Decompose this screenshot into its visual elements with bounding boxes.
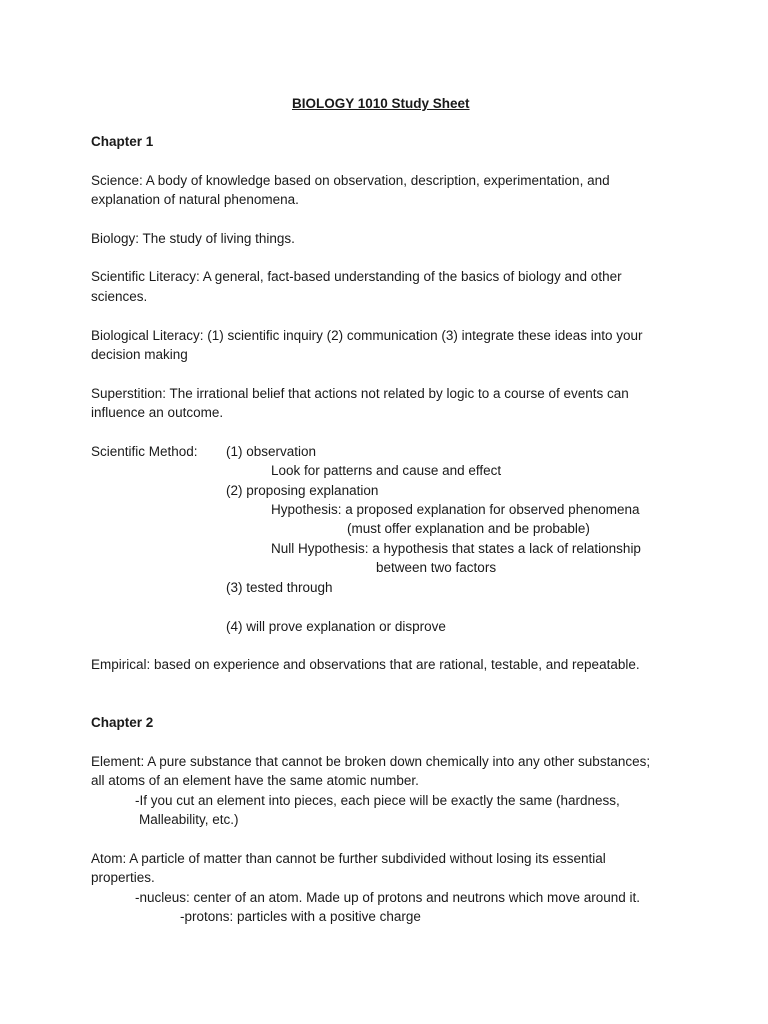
biological-literacy-line-1: Biological Literacy: (1) scientific inquiry (2) communication (3) integrate these ideas into your — [91, 328, 643, 343]
method-step-3: (3) tested through — [226, 580, 333, 595]
superstition-line-2: influence an outcome. — [91, 405, 224, 420]
nucleus-definition: -nucleus: center of an atom. Made up of protons and neutrons which move around it. — [135, 890, 641, 905]
empirical-definition: Empirical: based on experience and observations that are rational, testable, and repeatable. — [91, 657, 640, 672]
scientific-literacy-line-2: sciences. — [91, 289, 148, 304]
biology-definition: Biology: The study of living things. — [91, 231, 295, 246]
element-note-line-1: -If you cut an element into pieces, each piece will be exactly the same (hardness, — [135, 793, 620, 808]
atom-definition-line-1: Atom: A particle of matter than cannot be further subdivided without losing its essential — [91, 851, 606, 866]
biological-literacy-line-2: decision making — [91, 347, 188, 362]
element-definition-line-2: all atoms of an element have the same atomic number. — [91, 773, 419, 788]
chapter-1-heading: Chapter 1 — [91, 134, 154, 149]
hypothesis-definition: Hypothesis: a proposed explanation for observed phenomena — [271, 502, 640, 517]
protons-definition: -protons: particles with a positive charge — [180, 909, 421, 924]
document-title: BIOLOGY 1010 Study Sheet — [292, 96, 470, 111]
element-note-line-2: Malleability, etc.) — [139, 812, 239, 827]
method-step-4: (4) will prove explanation or disprove — [226, 619, 446, 634]
method-step-1-note: Look for patterns and cause and effect — [271, 463, 502, 478]
scientific-literacy-line-1: Scientific Literacy: A general, fact-based understanding of the basics of biology and other — [91, 269, 622, 284]
null-hypothesis-note: between two factors — [376, 560, 497, 575]
null-hypothesis-definition: Null Hypothesis: a hypothesis that states a lack of relationship — [271, 541, 641, 556]
method-step-2: (2) proposing explanation — [226, 483, 379, 498]
scientific-method-label: Scientific Method: — [91, 444, 198, 459]
science-definition-line-1: Science: A body of knowledge based on observation, description, experimentation, and — [91, 173, 610, 188]
chapter-2-heading: Chapter 2 — [91, 715, 154, 730]
superstition-line-1: Superstition: The irrational belief that actions not related by logic to a course of events can — [91, 386, 629, 401]
science-definition-line-2: explanation of natural phenomena. — [91, 192, 299, 207]
hypothesis-note: (must offer explanation and be probable) — [347, 521, 590, 536]
atom-definition-line-2: properties. — [91, 870, 155, 885]
method-step-1: (1) observation — [226, 444, 317, 459]
element-definition-line-1: Element: A pure substance that cannot be broken down chemically into any other substances; — [91, 754, 651, 769]
